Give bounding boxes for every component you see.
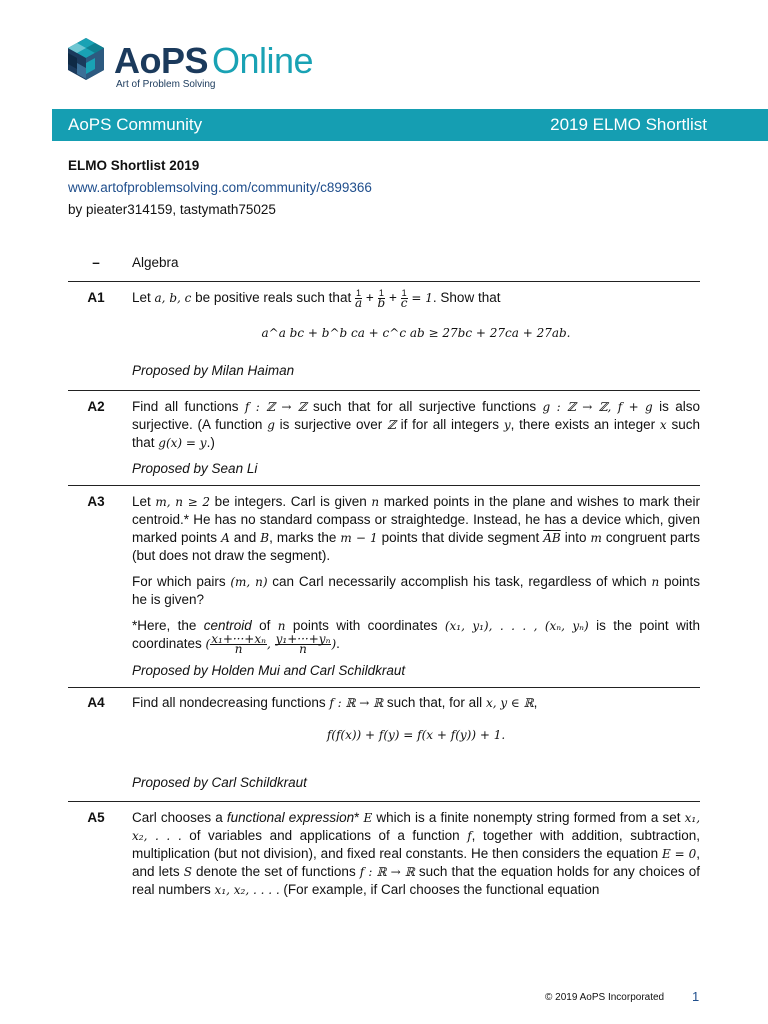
problem-a1 — [68, 289, 700, 389]
problem-body: Find all nondecreasing functions f : ℝ → ℝ such that, for all x, y ∈ ℝ, f(f(x)) + f(y) = f(x + f(y)) + 1. Proposed by Carl Schildkraut — [132, 694, 700, 800]
logo-brand: AoPS — [114, 40, 209, 81]
problem-code: A5 — [87, 810, 105, 825]
problem-code: A2 — [87, 399, 105, 414]
section-code: – — [92, 255, 100, 270]
logo-tagline: Art of Problem Solving — [116, 79, 216, 90]
page-number: 1 — [692, 989, 700, 1004]
problem-a4 — [68, 694, 700, 798]
community-link[interactable]: www.artofproblemsolving.com/community/c899366 — [68, 180, 372, 195]
divider — [68, 281, 700, 282]
banner-contest-label: 2019 ELMO Shortlist — [550, 115, 707, 134]
problem-code: A4 — [87, 695, 105, 710]
problem-body: Carl chooses a functional expression* E which is a finite nonempty string formed from a set x₁, x₂, . . . of variables and applications of a function f, together with addition, subtraction, multiplication (but not division), and fixed real constants. He then considers the equation E = 0, and lets S denote the set of functions f : ℝ → ℝ such that the equation holds for any choices of real numbers x₁, x₂, . . . . (For example, if Carl chooses the functional equation — [132, 810, 701, 897]
fraction: $\frac{1}{c}$ — [400, 288, 408, 310]
display-equation: a^a bc + b^b ca + c^c ab ≥ 27bc + 27ca + 27ab. — [261, 326, 571, 340]
problem-a3 — [68, 493, 700, 685]
problem-a2 — [68, 398, 700, 484]
banner-community-label[interactable]: AoPS Community — [68, 115, 203, 134]
divider — [68, 390, 700, 391]
proposer: Proposed by Carl Schildkraut — [132, 775, 307, 790]
aops-cube-logo-icon — [66, 36, 106, 84]
document-title: ELMO Shortlist 2019 — [68, 158, 200, 173]
problem-code: A1 — [87, 290, 105, 305]
problem-a5 — [68, 809, 700, 899]
proposer: Proposed by Holden Mui and Carl Schildkraut — [132, 663, 406, 678]
aops-logo[interactable] — [66, 36, 326, 96]
fraction: $\frac{1}{a}$ — [354, 288, 363, 310]
section-name: Algebra — [132, 255, 179, 270]
authors-line: by pieater314159, tastymath75025 — [68, 202, 276, 217]
section-heading — [68, 254, 700, 274]
divider — [68, 687, 700, 688]
problem-body: Find all functions f : ℤ → ℤ such that for all surjective functions g : ℤ → ℤ, f + g is also surjective. (A function g is surjective over ℤ if for all integers y, there exists an integer x such that g(x) = y.) Proposed by Sean Li — [132, 399, 700, 476]
proposer: Proposed by Sean Li — [132, 461, 258, 476]
display-equation: f(f(x)) + f(y) = f(x + f(y)) + 1. — [326, 728, 506, 742]
fraction: $\frac{\text{y₁+···+yₙ}}{n}$ — [275, 632, 331, 656]
divider — [68, 485, 700, 486]
fraction: $\frac{\text{x₁+···+xₙ}}{n}$ — [211, 632, 266, 656]
proposer: Proposed by Milan Haiman — [132, 363, 295, 378]
fraction: $\frac{1}{b}$ — [377, 288, 386, 310]
footer-copyright: © 2019 AoPS Incorporated — [545, 992, 665, 1003]
header-banner — [52, 109, 768, 141]
problem-body: Let m, n ≥ 2 be integers. Carl is given n marked points in the plane and wishes to mark their centroid.* He has no standard compass or straightedge. Instead, he has a device which, given marked points A and B, marks the m − 1 points that divide segment $\overline{AB}$ into m congruent parts (but does not draw the segment). For which pairs (m, n) can Carl necessarily accomplish his task, regardless of which n points he is given? *Here, the centroid of n points with coordinates (x₁, y₁), . . . , (xₙ, yₙ) is the point with coordinates ( $\frac{\text{x₁+···+xₙ}}{n}$ , $\frac{\text{y₁+···+yₙ}}{n}$ ). Proposed by Holden Mui and Carl Schildkraut — [132, 494, 701, 678]
problem-code: A3 — [87, 494, 105, 509]
divider — [68, 801, 700, 802]
problem-body: Let a, b, c be positive reals such that $\frac{1}{a}$ + $\frac{1}{b}$ + $\frac{1}{c}$ = 1. Show that a^a bc + b^b ca + c^c ab ≥ 27bc + 27ca + 27ab. Proposed by Milan Haiman — [132, 289, 700, 388]
document-header — [68, 155, 372, 221]
logo-brand-suffix: Online — [212, 40, 314, 81]
